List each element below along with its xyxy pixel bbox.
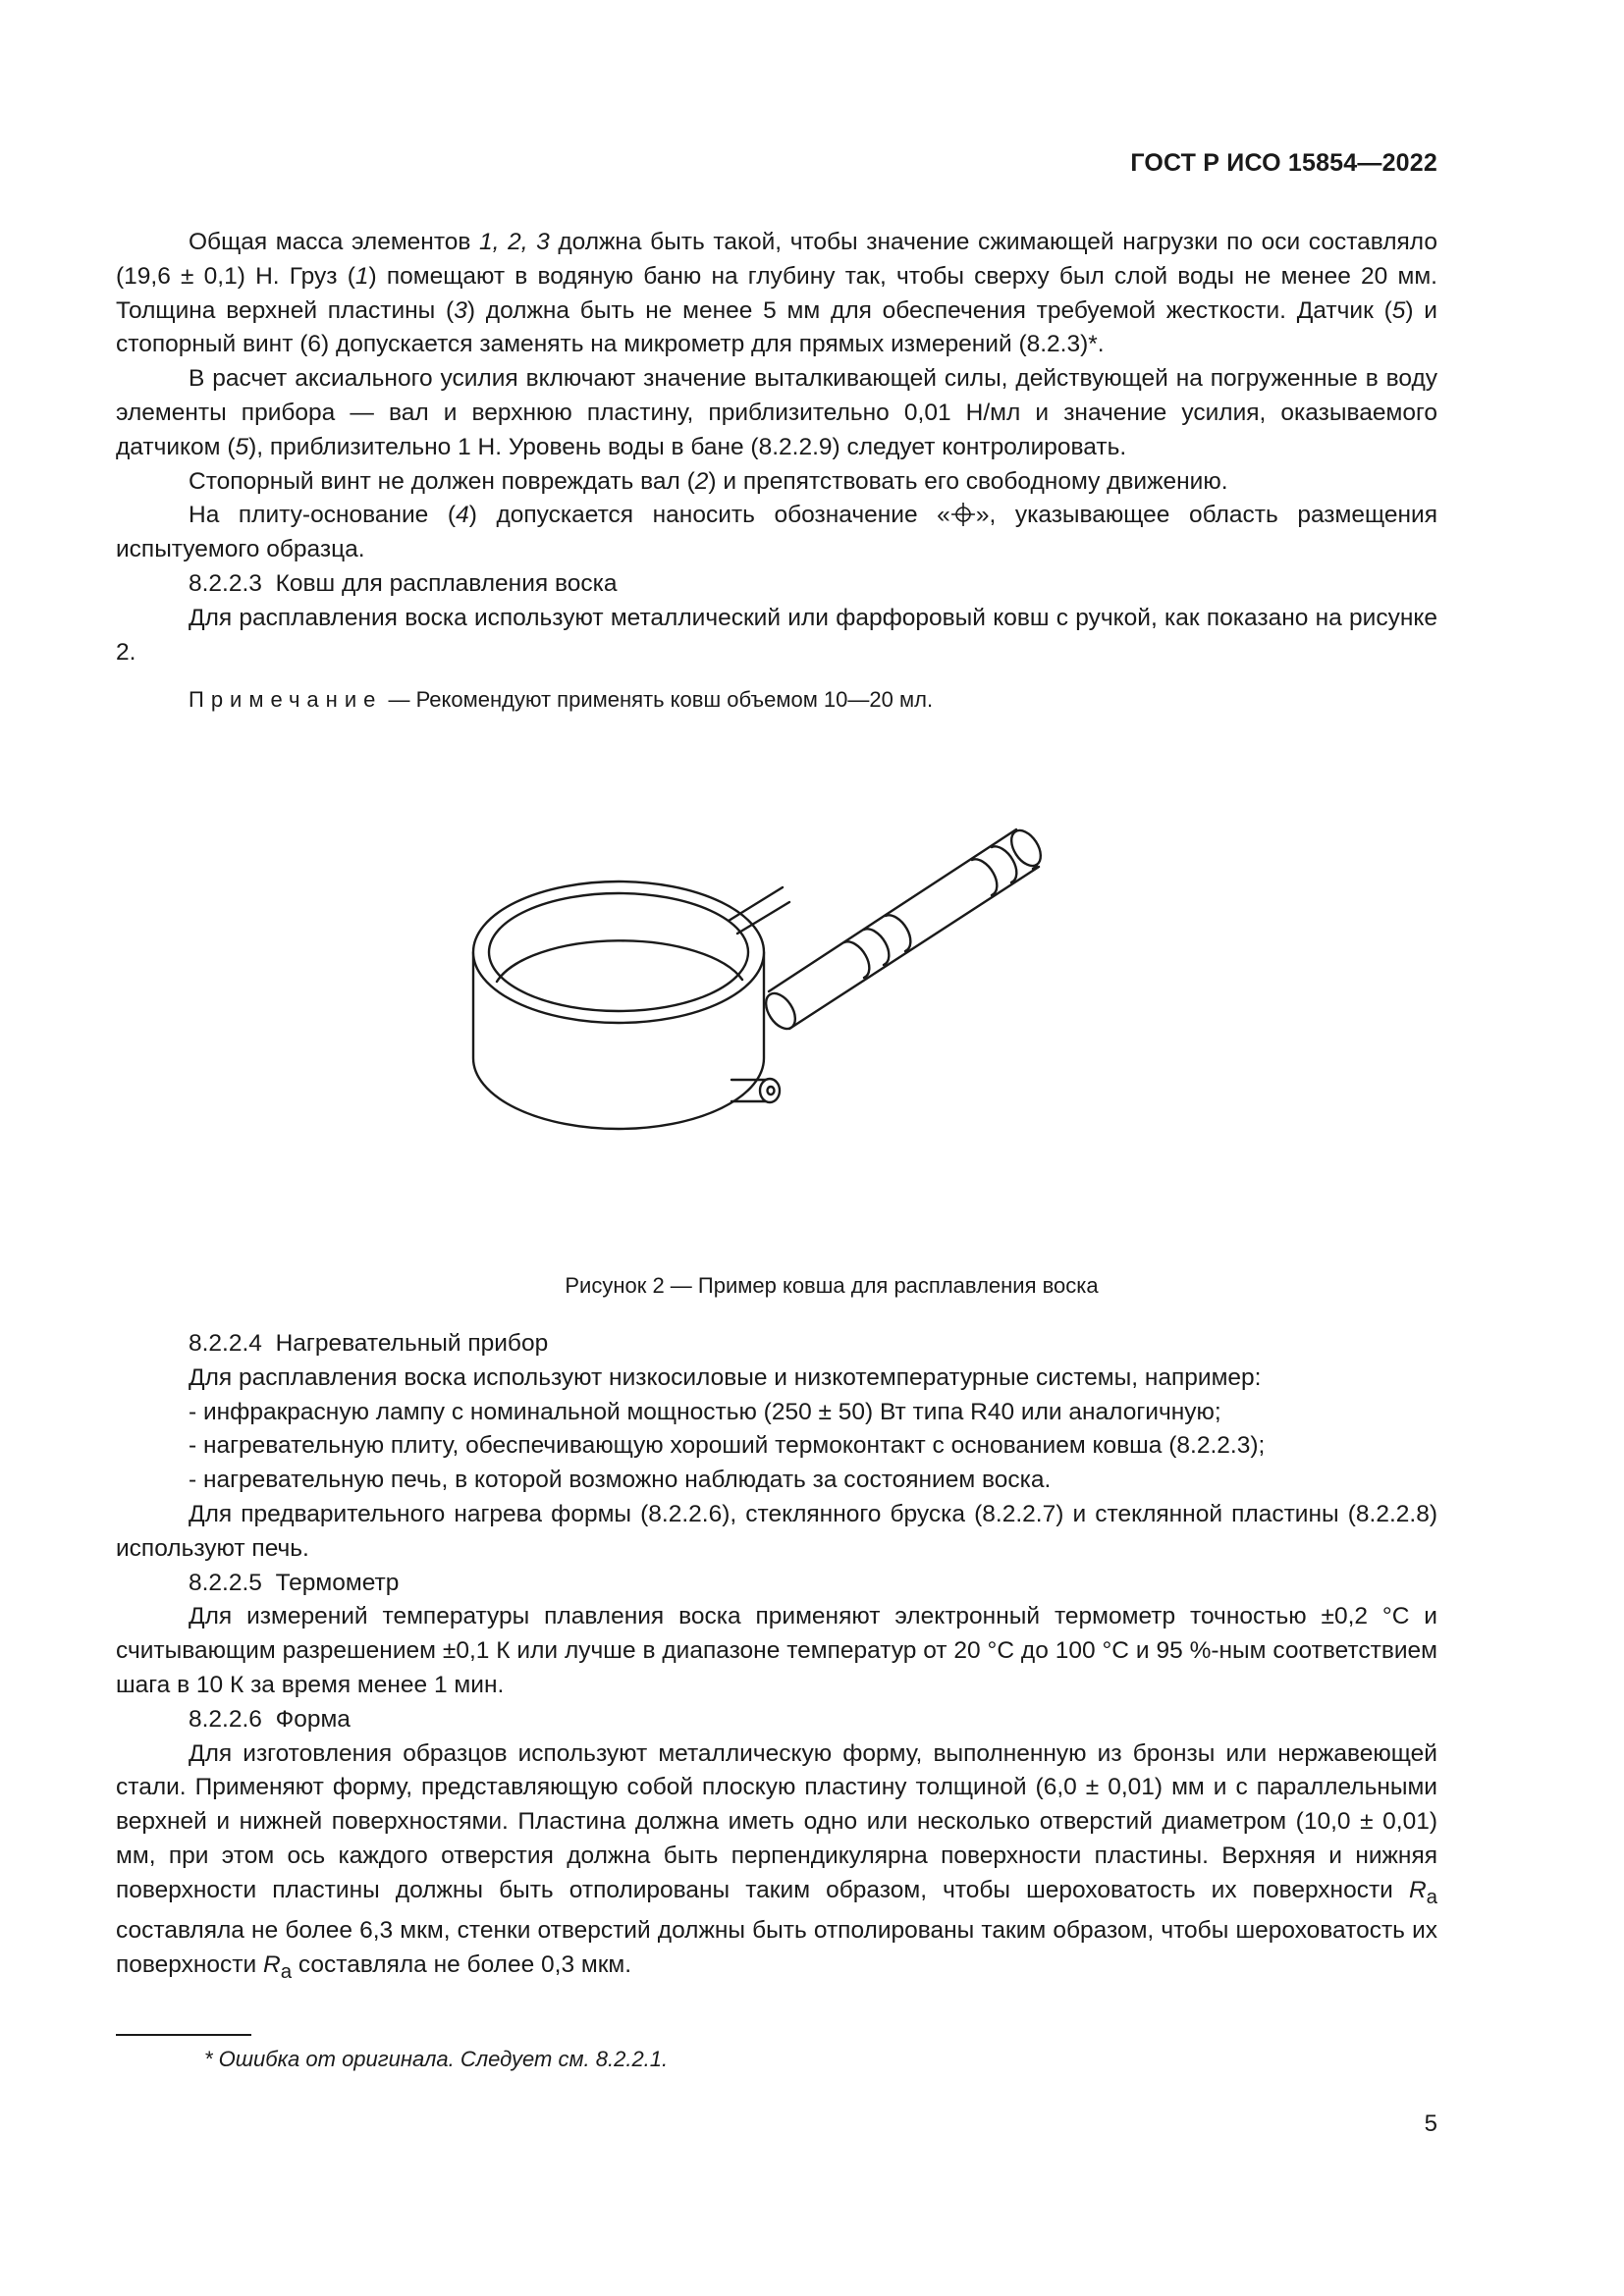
- paragraph-stop-screw: Стопорный винт не должен повреждать вал (2) и препятствовать его свободному движению.: [189, 467, 1228, 495]
- figure-ladle-drawing: [452, 795, 1110, 1247]
- section-heading-8225: 8.2.2.5 Термометр: [189, 1569, 400, 1596]
- figure-caption: Рисунок 2 — Пример ковша для расплавления воска: [565, 1273, 1099, 1298]
- crosshair-icon: [950, 502, 976, 527]
- paragraph-mould: Для изготовления образцов используют металлическую форму, выполненную из бронзы или нержавеющей стали. Применяют форму, представляющую собой плоскую пластину толщиной (6,0 ± 0,01) мм и с параллельными верхней и нижней поверхностями. Пластина должна иметь одно или несколько отверстий диаметром (10,0 ± 0,01) мм, при этом ось каждого отверстия должна быть перпендикулярна поверхности пластины. Верхняя и нижняя поверхности пластины должны быть отполированы таким образом, чтобы шероховатость их поверхности $R_a$ составляла не более 6,3 мкм, стенки отверстий должны быть отполированы таким образом, чтобы шероховатость их поверхности $R_a$ составляла не более 0,3 мкм.: [116, 1739, 1437, 1984]
- section-heading-8223: 8.2.2.3 Ковш для расплавления воска: [189, 569, 618, 597]
- page-number: 5: [1424, 2110, 1437, 2137]
- text-block-lower: [116, 1327, 1437, 1990]
- paragraph-base-plate: На плиту-основание (4) допускается наносить обозначение « », указывающее область размещения испытуемого образца.: [116, 502, 1438, 563]
- ladle-rim-outer: [473, 881, 764, 1023]
- section-heading-8224: 8.2.2.4 Нагревательный прибор: [189, 1330, 549, 1357]
- ladle-handle: [760, 826, 1047, 1035]
- list-item: - инфракрасную лампу с номинальной мощностью (250 ± 50) Вт типа R40 или аналогичную;: [189, 1398, 1221, 1425]
- footnote-divider: [116, 2034, 251, 2036]
- paragraph-total-mass: Общая масса элементов 1, 2, 3 должна быть такой, чтобы значение сжимающей нагрузки по оси составляло (19,6 ± 0,1) Н. Груз (1) помещают в водяную баню на глубину так, чтобы сверху был слой воды не менее 20 мм. Толщина верхней пластины (3) должна быть не менее 5 мм для обеспечения требуемой жесткости. Датчик (5) и стопорный винт (6) допускается заменять на микрометр для прямых измерений (8.2.3)*.: [116, 229, 1437, 358]
- footnote: * Ошибка от оригинала. Следует см. 8.2.2.1.: [204, 2047, 669, 2071]
- ladle-spout-end: [760, 1079, 780, 1102]
- list-item: - нагревательную печь, в которой возможно наблюдать за состоянием воска.: [189, 1467, 1052, 1494]
- paragraph-axial-force: В расчет аксиального усилия включают значение выталкивающей силы, действующей на погруженные в воду элементы прибора — вал и верхнюю пластину, приблизительно 0,01 Н/мл и значение усилия, оказываемого датчиком (5), приблизительно 1 Н. Уровень воды в бане (8.2.2.9) следует контролировать.: [116, 365, 1437, 460]
- paragraph-preheat: Для предварительного нагрева формы (8.2.2.6), стеклянного бруска (8.2.2.7) и стеклянной пластины (8.2.2.8) используют печь.: [116, 1500, 1437, 1562]
- text-block-upper: [116, 226, 1437, 718]
- section-heading-8226: 8.2.2.6 Форма: [189, 1705, 351, 1733]
- note-ladle-volume: Примечание — Рекомендуют применять ковш объемом 10—20 мл.: [189, 687, 934, 713]
- paragraph-heater-intro: Для расплавления воска используют низкосиловые и низкотемпературные системы, например:: [189, 1363, 1262, 1391]
- standard-header: ГОСТ Р ИСО 15854—2022: [1130, 149, 1437, 177]
- paragraph-ladle: Для расплавления воска используют металлический или фарфоровый ковш с ручкой, как показано на рисунке 2.: [116, 604, 1437, 666]
- list-item: - нагревательную плиту, обеспечивающую хороший термоконтакт с основанием ковша (8.2.2.3);: [189, 1432, 1266, 1460]
- paragraph-thermometer: Для измерений температуры плавления воска применяют электронный термометр точностью ±0,2 °С и считывающим разрешением ±0,1 К или лучше в диапазоне температур от 20 °С до 100 °С и 95 %-ным соответствием шага в 10 К за время менее 1 мин.: [116, 1603, 1437, 1698]
